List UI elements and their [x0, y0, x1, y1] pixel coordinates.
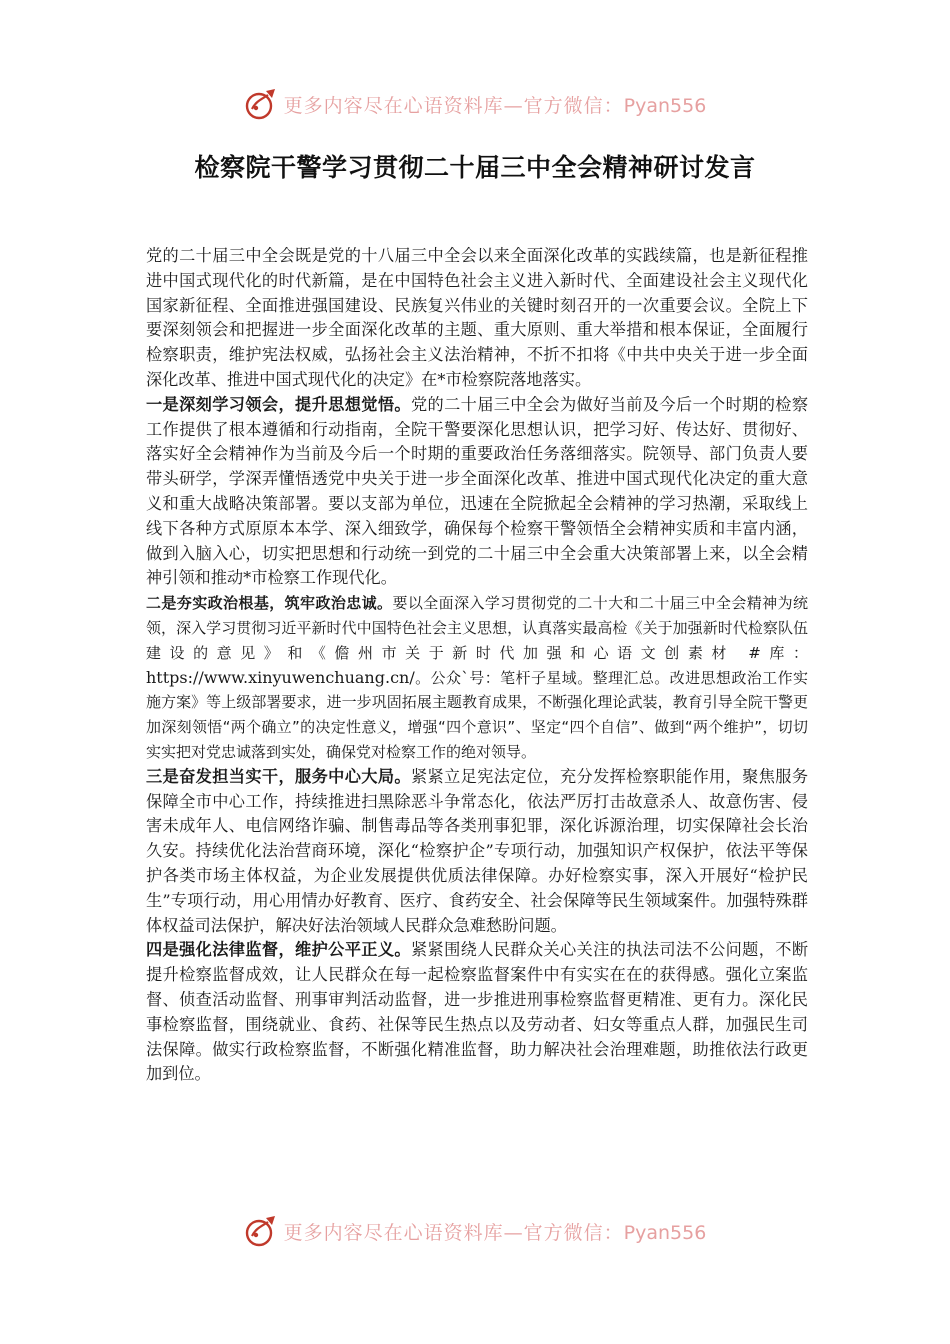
header-banner	[0, 84, 950, 124]
section-paragraph-4	[146, 938, 808, 1087]
banner-text: 更多内容尽在心语资料库—官方微信：Pyan556	[283, 1221, 707, 1244]
section-text: 党的二十届三中全会为做好当前及今后一个时期的检察工作提供了根本遵循和行动指南，全院干警要深化思想认识，把学习好、传达好、贯彻好、落实好全会精神作为当前及今后一个时期的重要政治任务落细落实。院领导、部门负责人要带头研学，学深弄懂悟透党中央关于进一步全面深化改革、推进中国式现代化决定的重大意义和重大战略决策部署。要以支部为单位，迅速在全院掀起全会精神的学习热潮，采取线上线下各种方式原原本本学、深入细致学，确保每个检察干警领悟全会精神实质和丰富内涵，做到入脑入心，切实把思想和行动统一到党的二十届三中全会重大决策部署上来，以全会精神引领和推动*市检察工作现代化。	[146, 394, 809, 588]
section-text: 要以全面深入学习贯彻党的二十大和二十届三中全会精神为统领，深入学习贯彻习近平新时代中国特色社会主义思想，认真落实最高检《关于加强新时代检察队伍建设的意见》和《儋州市关于新时代加强和心语文创素材 #库：	[146, 594, 808, 662]
intro-paragraph: 党的二十届三中全会既是党的十八届三中全会以来全面深化改革的实践续篇，也是新征程推进中国式现代化的时代新篇，是在中国特色社会主义进入新时代、全面建设社会主义现代化国家新征程、全面推进强国建设、民族复兴伟业的关键时刻召开的一次重要会议。全院上下要深刻领会和把握进一步全面深化改革的主题、重大原则、重大举措和根本保证，全面履行检察职责，维护宪法权威，弘扬社会主义法治精神，不折不扣将《中共中央关于进一步全面深化改革、推进中国式现代化的决定》在*市检察院落地落实。	[146, 246, 808, 389]
section-text: 。公众`号：笔杆子星域。整理汇总。改进思想政治工作实施方案》等上级部署要求，进一步巩固拓展主题教育成果，不断强化理论武装，教育引导全院干警更加深刻领悟“两个确立”的决定性意义，增强“四个意识”、坚定“四个自信”、做到“两个维护”，切切实实把对党忠诚落到实处，确保党对检察工作的绝对领导。	[146, 668, 808, 761]
section-heading: 四是强化法律监督，维护公平正义。	[146, 940, 411, 960]
brand-logo-icon	[244, 1214, 278, 1248]
wechat-id: Pyan556	[623, 1221, 707, 1244]
section-paragraph-2	[146, 591, 808, 765]
section-text: 紧紧立足宪法定位，充分发挥检察职能作用，聚焦服务保障全市中心工作，持续推进扫黑除恶斗争常态化，依法严厉打击故意杀人、故意伤害、侵害未成年人、电信网络诈骗、制售毒品等各类刑事犯罪，深化诉源治理，切实保障社会长治久安。持续优化法治营商环境，深化“检察护企”专项行动，加强知识产权保护，依法平等保护各类市场主体权益，为企业发展提供优质法律保障。办好检察实事，深入开展好“检护民生”专项行动，用心用情办好教育、医疗、食药安全、社会保障等民生领域案件。加强特殊群体权益司法保护，解决好法治领域人民群众急难愁盼问题。	[146, 766, 809, 935]
document-title: 检察院干警学习贯彻二十届三中全会精神研讨发言	[194, 153, 756, 182]
section-heading: 一是深刻学习领会，提升思想觉悟。	[146, 394, 411, 414]
section-paragraph-3	[146, 765, 808, 939]
footer-banner	[0, 1211, 950, 1251]
section-heading: 三是奋发担当实干，服务中心大局。	[146, 766, 411, 786]
section-heading: 二是夯实政治根基，筑牢政治忠诚。	[146, 594, 393, 613]
section-paragraph-1	[146, 393, 808, 591]
banner-text: 更多内容尽在心语资料库—官方微信：Pyan556	[283, 94, 707, 117]
section-text: 紧紧围绕人民群众关心关注的执法司法不公问题，不断提升检察监督成效，让人民群众在每一起检察监督案件中有实实在在的获得感。强化立案监督、侦查活动监督、刑事审判活动监督，进一步推进刑事检察监督更精准、更有力。深化民事检察监督，围绕就业、食药、社保等民生热点以及劳动者、妇女等重点人群，加强民生司法保障。做实行政检察监督，不断强化精准监督，助力解决社会治理难题，助推依法行政更加到位。	[146, 940, 809, 1084]
brand-logo-icon	[244, 87, 278, 121]
wechat-id: Pyan556	[623, 94, 707, 117]
document-body	[146, 244, 808, 1087]
source-url: https://www.xinyuwenchuang.cn/	[146, 667, 415, 687]
